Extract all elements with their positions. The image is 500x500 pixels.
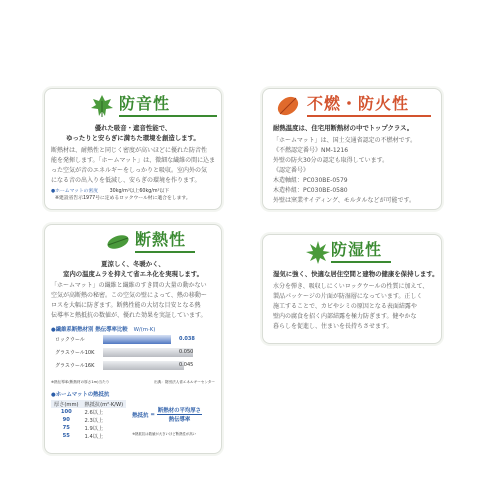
fireproof-card [262, 88, 442, 210]
formula-numerator: 断熱材の平均厚さ [157, 408, 202, 414]
chart-footnote: ※熱伝導率(断熱材の厚さ1m)当たり [51, 380, 110, 384]
bar-row [53, 348, 213, 357]
insulation-title: 断熱性 [135, 230, 187, 249]
fireproof-body-4: 《認定番号》 [273, 167, 310, 174]
insulation-header [45, 225, 221, 259]
thickness-header: 厚さ(mm) [51, 400, 82, 408]
bar-row [53, 335, 213, 344]
fireproof-body-7: 外壁は窯業サイディング、モルタルなどが可能です。 [273, 197, 416, 204]
bar-value-label: 0.050 [179, 349, 194, 355]
chart-title-text: ●繊維系断熱材別 熱伝導率比較 [51, 327, 128, 333]
fireproof-body-5: 木造軸組：PC030BE-0579 [273, 177, 348, 184]
formula-note: ※熱抵抗は数値が大きいほど断熱性が高い [132, 432, 197, 436]
resistance-cell: 1.9以上 [84, 425, 104, 432]
soundproof-title-underline [119, 115, 217, 117]
conductivity-bar-chart [53, 333, 213, 379]
green-leaf-icon [105, 229, 131, 255]
moisture-header [263, 235, 441, 269]
conductivity-chart-title [51, 325, 215, 333]
resistance-formula [132, 406, 202, 438]
resistance-cell: 2.6以上 [84, 409, 104, 416]
bar [103, 335, 171, 344]
soundproof-body-3: った空気が音のエネルギーをしっかりと吸収。室内外の気 [51, 167, 208, 174]
chart-source: 出典：財団法人省エネルギーセンター [154, 380, 215, 384]
fireproof-title-underline [307, 115, 431, 117]
density-note-value: 30kg/m³以上60kg/m³以下 [109, 189, 170, 194]
fireproof-body-1: 「ホームマット」は、国土交通省認定の不燃材です。 [273, 137, 417, 144]
red-leaf-icon [275, 93, 301, 119]
soundproof-title: 防音性 [119, 94, 171, 113]
table-row [51, 408, 126, 416]
insulation-body-1: 「ホームマット」の繊維と繊維のすき間の大量の動かない [51, 282, 207, 289]
bar-value-label: 0.045 [179, 362, 194, 368]
table-row [51, 424, 126, 432]
thickness-cell: 90 [62, 417, 70, 423]
moisture-card [262, 234, 442, 344]
moisture-body-1: 水分を弾き、吸収しにくいロックウールの性質に加えて、 [273, 283, 429, 290]
soundproof-lead-2: ゆったりと安らぎに満ちた環境を創造します。 [66, 134, 200, 142]
table-row [51, 416, 126, 424]
soundproof-body-1: 断熱材は、耐熱性と同じく密度が高いほどに優れた防音性 [51, 147, 208, 154]
thickness-cell: 55 [62, 433, 70, 439]
insulation-body-3: ロスを大幅に防ぎます。断熱性能の大切な目安となる熱 [51, 302, 201, 309]
soundproof-density-note [51, 188, 215, 195]
bar-row [53, 361, 213, 370]
fireproof-body-6: 木造枠組：PC030BE-0580 [273, 187, 348, 194]
resistance-cell: 1.4以上 [84, 433, 104, 440]
insulation-lead-2: 室内の温度ムラを抑えて省エネ化を実現します。 [62, 270, 204, 278]
fireproof-title: 不燃・防火性 [307, 94, 410, 113]
moisture-body-2: 製品パッケージの片面が防湿層になっています。正しく [273, 293, 423, 300]
moisture-title: 防湿性 [331, 240, 383, 259]
soundproof-body-4: になる音の出入りを低減し、安らぎの環境を作ります。 [51, 177, 201, 184]
moisture-body-4: 壁内の腐食を招く内部結露を極力防ぎます。健やかな [273, 313, 417, 320]
moisture-body-3: 施工することで、カビやシミの原因となる表面結露や [273, 303, 417, 310]
fireproof-lead: 耐熱温度は、住宅用断熱材の中でトップクラス。 [273, 124, 414, 132]
resistance-cell: 2.3以上 [84, 417, 104, 424]
chart-unit: W/(m·K) [133, 327, 156, 333]
formula-denominator: 熱伝導率 [168, 417, 191, 423]
formula-left: 熱抵抗 [132, 412, 149, 419]
fireproof-body-2: 《不燃認定番号》NM-1216 [273, 147, 349, 154]
insulation-body-2: 空気が高断熱の秘密。この空気の壁によって、熱の移動ー [51, 292, 207, 299]
soundproof-lead-1: 優れた吸音・遮音性能で、 [94, 124, 172, 132]
green-leaf-icon [305, 239, 331, 265]
formula-equals: = [150, 411, 155, 418]
bar-value-label: 0.038 [179, 336, 195, 342]
density-note-sub: ※建設省告示1977号に定めるロックウール材に適合をします。 [55, 196, 191, 201]
insulation-body-4: 伝導率と熱抵抗の数値が、優れた効果を実証しています。 [51, 312, 207, 319]
moisture-title-underline [331, 261, 391, 263]
thickness-cell: 100 [60, 409, 72, 415]
bar-category-label: グラスウール16K [55, 363, 95, 369]
soundproof-header [45, 89, 221, 123]
density-note-label: ●ホームマットの密度 [51, 189, 99, 194]
insulation-title-underline [135, 251, 195, 253]
insulation-lead-1: 夏涼しく、冬暖かく、 [101, 260, 165, 268]
moisture-body-5: 暮らしを促進し、住まいを長持ちさせます。 [273, 323, 393, 330]
bar [103, 361, 184, 370]
fireproof-header [263, 89, 441, 123]
soundproof-body-2: 能を発揮します。「ホームマット」は、微細な繊維の間に込ま [51, 157, 216, 164]
resistance-table [51, 400, 126, 440]
resistance-table-header [51, 400, 126, 408]
fireproof-body-3: 外壁の防火30分の認定も取得しています。 [273, 157, 389, 164]
resistance-table-title: ●ホームマットの熱抵抗 [51, 392, 110, 398]
insulation-card [44, 224, 222, 454]
soundproof-card [44, 88, 222, 210]
resistance-header: 熱抵抗(m²·K/W) [82, 400, 127, 408]
green-leaf-icon [89, 93, 115, 119]
thickness-cell: 75 [62, 425, 70, 431]
moisture-lead: 湿気に強く、快適な居住空間と建物の健康を保持します。 [273, 270, 439, 278]
bar-category-label: ロックウール [55, 337, 85, 343]
bar-category-label: グラスウール10K [55, 350, 95, 356]
table-row [51, 432, 126, 440]
